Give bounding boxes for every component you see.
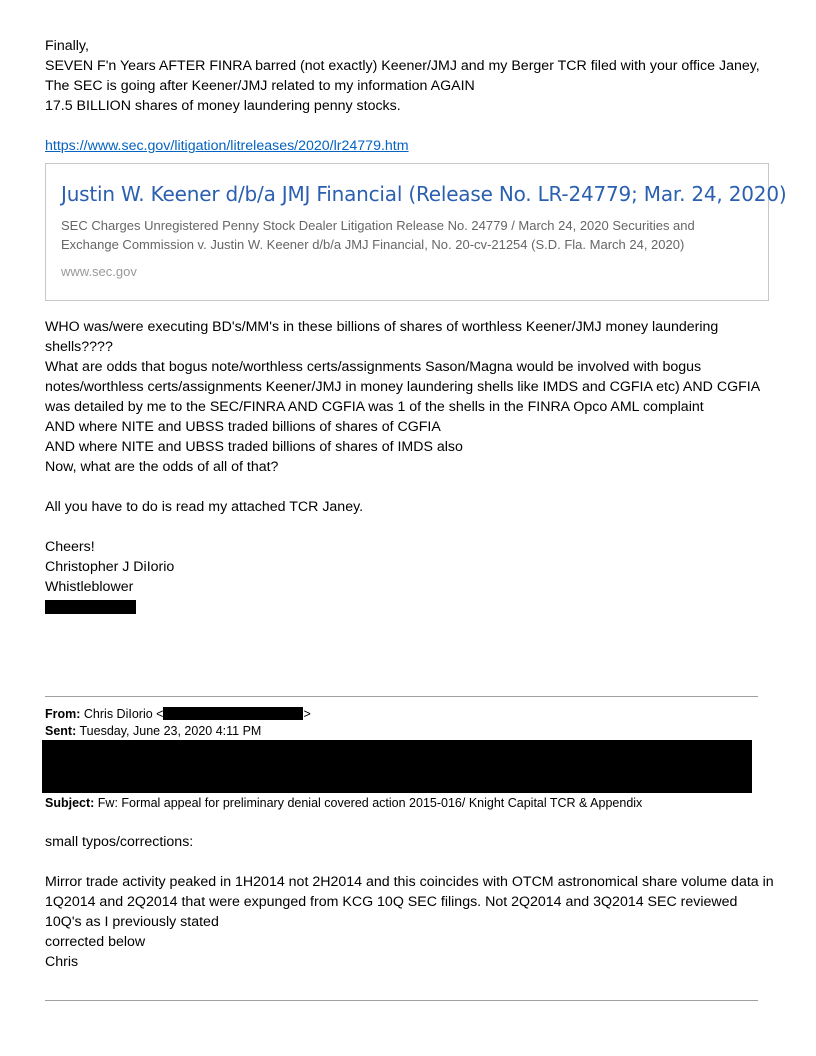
intro-line-3: The SEC is going after Keener/JMJ related to my information AGAIN bbox=[45, 78, 475, 94]
sent-label: Sent: bbox=[45, 724, 77, 738]
subject-value: Fw: Formal appeal for preliminary denial covered action 2015-016/ Knight Capital TCR & Appendix bbox=[97, 796, 643, 810]
signature-greeting: Cheers! bbox=[45, 539, 95, 555]
header-subject bbox=[45, 795, 642, 812]
header-sent bbox=[45, 723, 261, 740]
intro-line-1: Finally, bbox=[45, 38, 89, 54]
link-preview-title[interactable]: Justin W. Keener d/b/a JMJ Financial (Release No. LR-24779; Mar. 24, 2020) bbox=[61, 182, 787, 206]
header-from bbox=[45, 706, 311, 723]
from-name: Chris DiIorio < bbox=[83, 707, 164, 721]
sent-value: Tuesday, June 23, 2020 4:11 PM bbox=[79, 724, 262, 738]
forwarded-line-3: corrected below bbox=[45, 934, 146, 950]
from-close: > bbox=[303, 707, 311, 721]
link-preview-domain: www.sec.gov bbox=[61, 264, 137, 279]
body-paragraph-2: What are odds that bogus note/worthless certs/assignments Sason/Magna would be involved with bogus notes/worthless certs/assignments Keener/JMJ in money laundering shells like IMDS and CGFIA etc) AND CGFIA was detailed by me to the SEC/FINRA AND CGFIA was 1 of the shells in the FINRA Opco AML complaint bbox=[45, 359, 760, 415]
redaction-bar bbox=[45, 600, 136, 614]
body-paragraph-4: AND where NITE and UBSS traded billions of shares of IMDS also bbox=[45, 439, 463, 455]
intro-line-4: 17.5 BILLION shares of money laundering penny stocks. bbox=[45, 98, 401, 114]
body-paragraph-6: All you have to do is read my attached TCR Janey. bbox=[45, 499, 364, 515]
redaction-bar bbox=[163, 707, 303, 720]
redaction-block bbox=[42, 740, 752, 793]
divider bbox=[45, 696, 758, 697]
signature-role: Whistleblower bbox=[45, 579, 134, 595]
divider bbox=[45, 1000, 758, 1001]
forwarded-body bbox=[45, 832, 775, 972]
email-body bbox=[45, 36, 787, 614]
body-paragraph-1: WHO was/were executing BD's/MM's in these billions of shares of worthless Keener/JMJ money laundering shells???? bbox=[45, 319, 719, 355]
link-preview-description: SEC Charges Unregistered Penny Stock Dealer Litigation Release No. 24779 / March 24, 2020 Securities and Exchange Commission v. Justin W. Keener d/b/a JMJ Financial, No. 20-cv-21254 (S.D. Fla. March 24, 2020) bbox=[61, 218, 695, 252]
forwarded-line-2: Mirror trade activity peaked in 1H2014 not 2H2014 and this coincides with OTCM astronomical share volume data in 1Q2014 and 2Q2014 that were expunged from KCG 10Q SEC filings. Not 2Q2014 and 3Q2014 SEC reviewed 10Q's as I previously stated bbox=[45, 874, 774, 930]
signature-name: Christopher J DiIorio bbox=[45, 559, 175, 575]
body-paragraph-5: Now, what are the odds of all of that? bbox=[45, 459, 279, 475]
body-paragraph-3: AND where NITE and UBSS traded billions of shares of CGFIA bbox=[45, 419, 441, 435]
intro-line-2: SEVEN F'n Years AFTER FINRA barred (not exactly) Keener/JMJ and my Berger TCR filed with your office Janey, bbox=[45, 58, 760, 74]
litigation-release-link[interactable]: https://www.sec.gov/litigation/litreleases/2020/lr24779.htm bbox=[45, 138, 409, 154]
subject-label: Subject: bbox=[45, 796, 95, 810]
link-preview-card[interactable] bbox=[45, 163, 787, 301]
from-label: From: bbox=[45, 707, 81, 721]
forwarded-line-1: small typos/corrections: bbox=[45, 834, 194, 850]
forwarded-line-4: Chris bbox=[45, 954, 79, 970]
